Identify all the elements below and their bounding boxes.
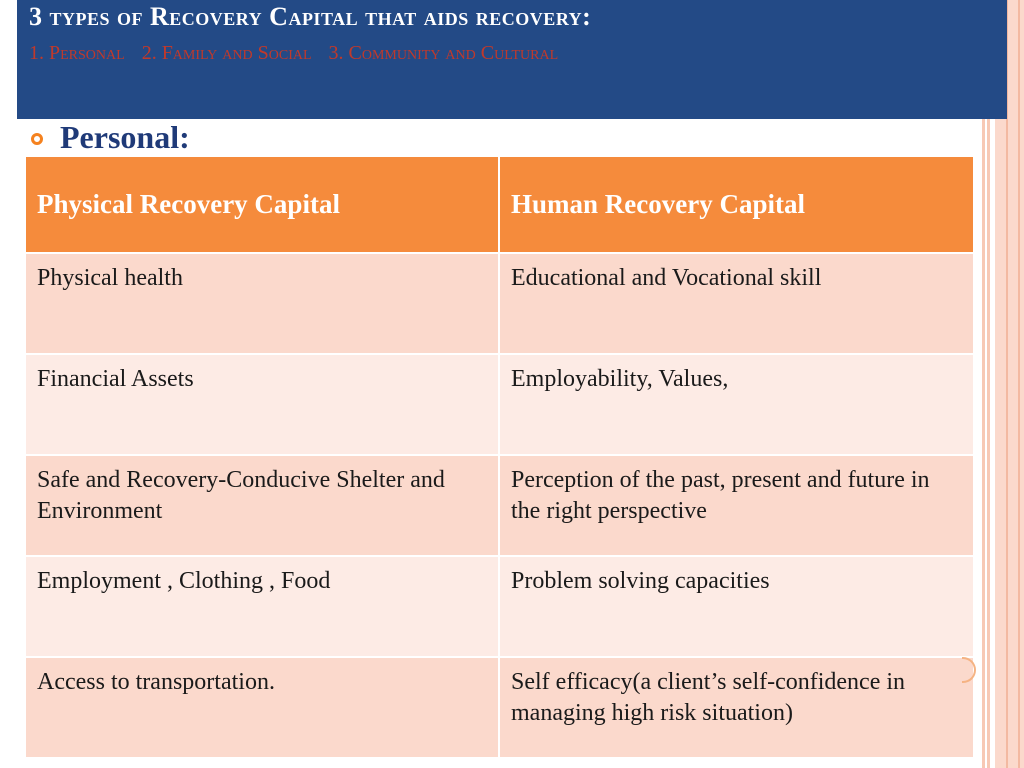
- table-cell: Self efficacy(a client’s self-confidence in managing high risk situation): [499, 657, 974, 758]
- table-cell: Safe and Recovery-Conducive Shelter and Environment: [25, 455, 499, 556]
- table-cell: Financial Assets: [25, 354, 499, 455]
- subtitle-item-family-social: 2. Family and Social: [141, 42, 312, 64]
- table-cell: Employment , Clothing , Food: [25, 556, 499, 657]
- table-cell: Employability, Values,: [499, 354, 974, 455]
- table-cell: Educational and Vocational skill: [499, 253, 974, 354]
- table-row: [25, 455, 974, 556]
- header-human-recovery-capital: Human Recovery Capital: [499, 156, 974, 253]
- table-row: [25, 354, 974, 455]
- bullet-circle-icon: [31, 133, 43, 145]
- section-heading: Personal:: [60, 119, 190, 155]
- title-bar: [17, 0, 1007, 119]
- table-cell: Physical health: [25, 253, 499, 354]
- decor-stripe: [1018, 0, 1020, 768]
- table-cell: Perception of the past, present and future in the right perspective: [499, 455, 974, 556]
- subtitle-item-community-cultural: 3. Community and Cultural: [328, 42, 559, 64]
- table-row: [25, 556, 974, 657]
- header-physical-recovery-capital: Physical Recovery Capital: [25, 156, 499, 253]
- table-cell: Problem solving capacities: [499, 556, 974, 657]
- recovery-capital-table: [24, 155, 975, 759]
- table-row: [25, 253, 974, 354]
- subtitle-item-personal: 1. Personal: [29, 42, 125, 64]
- table-row: [25, 657, 974, 758]
- table-header-row: [25, 156, 974, 253]
- slide-subtitle: [29, 42, 570, 65]
- slide-title: 3 types of Recovery Capital that aids recovery:: [29, 2, 592, 31]
- table-cell: Access to transportation.: [25, 657, 499, 758]
